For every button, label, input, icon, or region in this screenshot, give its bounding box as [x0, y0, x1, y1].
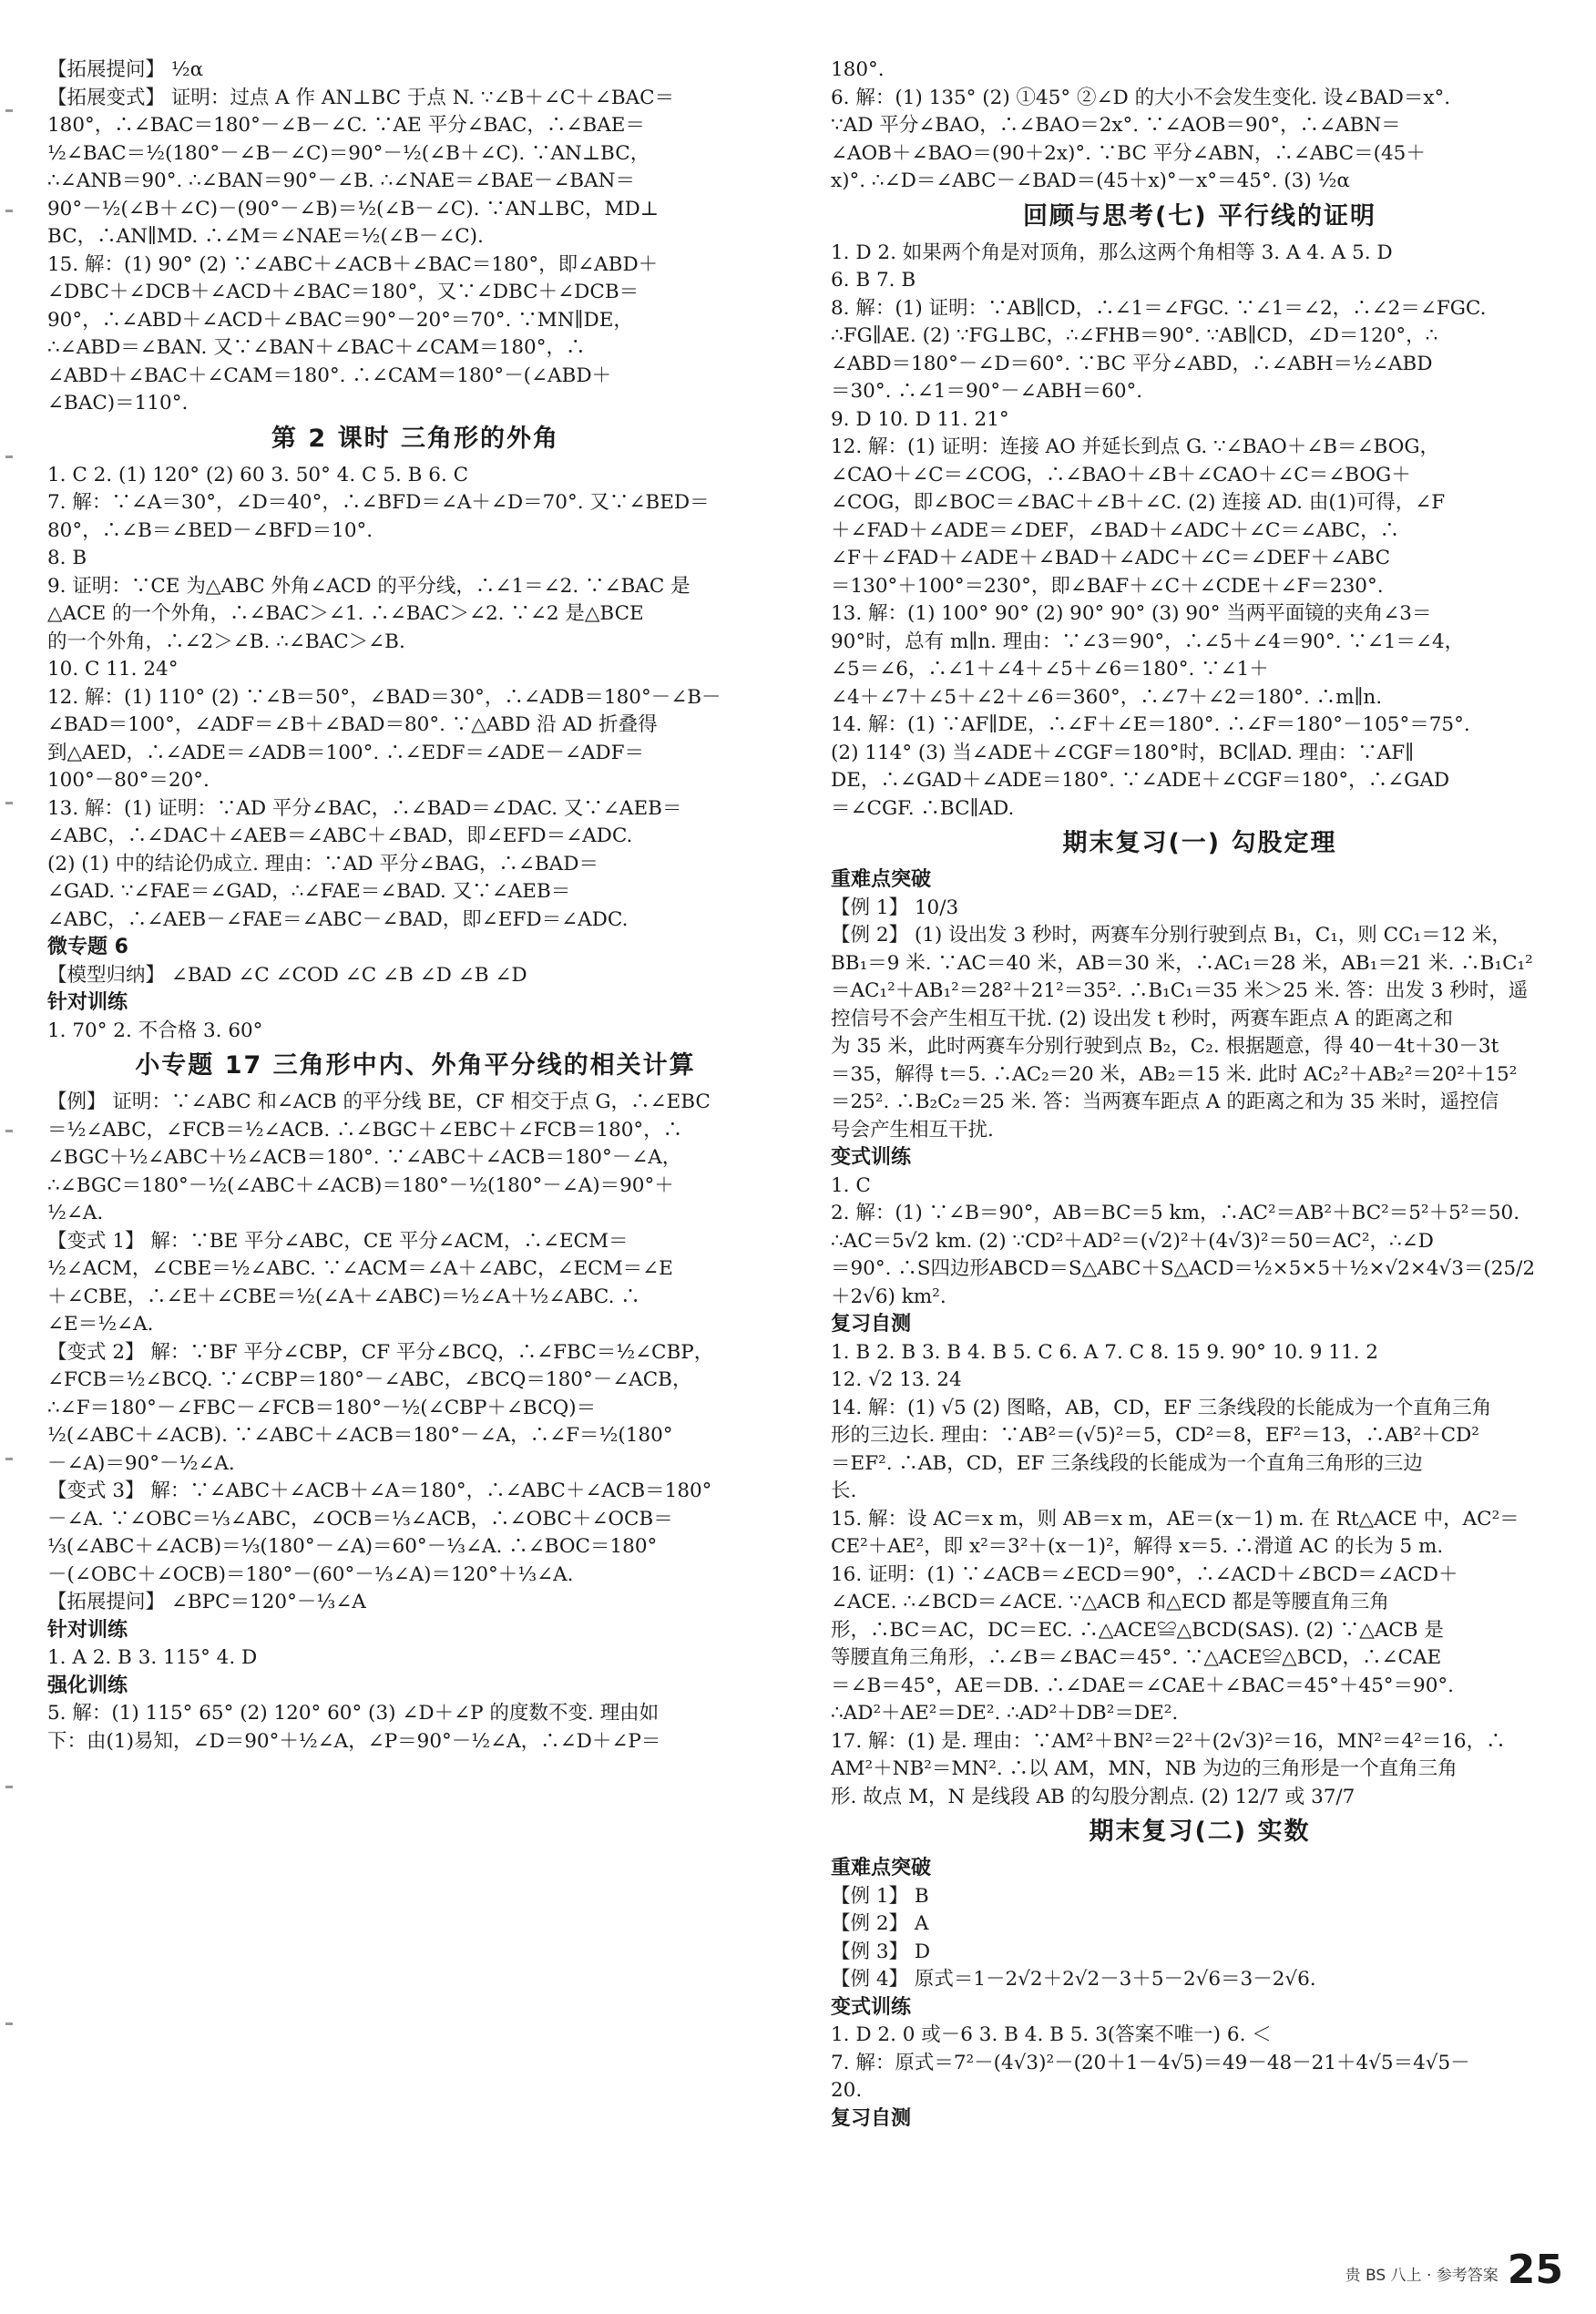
answer-line: BC，∴AN∥MD. ∴∠M＝∠NAE＝½(∠B－∠C). — [47, 225, 484, 248]
answer-line: 形. 故点 M，N 是线段 AB 的勾股分割点. (2) 12/7 或 37/7 — [831, 1785, 1356, 1808]
answer-line: ∠ACE. ∴∠BCD＝∠ACE. ∵△ACB 和△ECD 都是等腰直角三角 — [831, 1591, 1389, 1613]
answer-line: 1. A 2. B 3. 115° 4. D — [47, 1646, 258, 1669]
answer-line: 90°，∴∠ABD＋∠ACD＋∠BAC＝90°－20°＝70°. ∵MN∥DE， — [47, 308, 633, 332]
answer-line: ∴AC＝5√2 km. (2) ∵CD²＋AD²＝(√2)²＋(4√3)²＝50＝AC²，∴∠D — [831, 1229, 1434, 1253]
answer-line: 1. C — [831, 1173, 871, 1197]
answer-line: ＝AC₁²＋AB₁²＝28²＋21²＝35². ∴B₁C₁＝35 米＞25 米. 答：出发 3 秒时，遥 — [831, 979, 1529, 1002]
answer-line: 12. 解：(1) 110° (2) ∵∠B＝50°，∠BAD＝30°，∴∠ADB＝180°－∠B－ — [47, 685, 721, 709]
answer-line: 号会产生相互干扰. — [831, 1118, 994, 1142]
answer-line: 180°. — [831, 58, 885, 81]
answer-line: ＋∠FAD＋∠ADE＝∠DEF，∠BAD＋∠ADC＋∠C＝∠ABC，∴ — [831, 518, 1400, 542]
section-heading: 小专题 17 三角形中内、外角平分线的相关计算 — [135, 1051, 696, 1080]
answer-line: 6. 解：(1) 135° (2) ①45° ②∠D 的大小不会发生变化. 设∠BAD＝x°. — [831, 86, 1451, 109]
answer-line: ∠FCB＝½∠BCQ. ∵∠CBP＝180°－∠ABC，∠BCQ＝180°－∠ACB， — [47, 1368, 692, 1391]
footer-label: 贵 BS 八上 · 参考答案 — [1345, 2267, 1499, 2285]
answer-line: 【例 4】 原式＝1－2√2＋2√2－3＋5－2√6＝3－2√6. — [831, 1968, 1316, 1991]
answer-line: ＝90°. ∴S四边形ABCD＝S△ABC＋S△ACD＝½×5×5＋½×√2×4√3＝(25/2 — [831, 1257, 1536, 1280]
answer-line: 【变式 3】 解：∵∠ABC＋∠ACB＋∠A＝180°，∴∠ABC＋∠ACB＝180° — [47, 1480, 712, 1502]
answer-line: 5. 解：(1) 115° 65° (2) 120° 60° (3) ∠D＋∠P 的度数不变. 理由如 — [47, 1702, 660, 1725]
answer-line: ∴∠F＝180°－∠FBC－∠FCB＝180°－½(∠CBP＋∠BCQ)＝ — [47, 1396, 597, 1419]
answer-line: 控信号不会产生相互干扰. (2) 设出发 t 秒时，两赛车距点 A 的距离之和 — [831, 1007, 1453, 1030]
answer-line: ＝∠CGF. ∴BC∥AD. — [831, 796, 1015, 820]
answer-line: ∠F＋∠FAD＋∠ADE＋∠BAD＋∠ADC＋∠C＝∠DEF＋∠ABC — [831, 547, 1391, 569]
answer-line: DE，∴∠GAD＋∠ADE＝180°. ∵∠ADE＋∠CGF＝180°，∴∠GAD — [831, 769, 1450, 792]
page-footer — [1345, 2247, 1563, 2293]
answer-line: ∠ABC，∴∠DAC＋∠AEB＝∠ABC＋∠BAD，即∠EFD＝∠ADC. — [47, 824, 633, 847]
answer-line: ∠BAC)＝110°. — [47, 392, 189, 415]
answer-line: 长. — [831, 1480, 857, 1502]
answer-line: －(∠OBC＋∠OCB)＝180°－(60°－⅓∠A)＝120°＋⅓∠A. — [47, 1562, 574, 1586]
answer-line: 8. B — [47, 547, 87, 569]
answer-line: 【拓展变式】 证明：过点 A 作 AN⊥BC 于点 N. ∵∠B＋∠C＋∠BAC＝ — [47, 86, 675, 109]
answer-line: －∠A)＝90°－½∠A. — [47, 1451, 235, 1475]
answer-line: 1. B 2. B 3. B 4. B 5. C 6. A 7. C 8. 15 9. 90° 10. 9 11. 2 — [831, 1340, 1378, 1364]
answer-line: 15. 解：(1) 90° (2) ∵∠ABC＋∠ACB＋∠BAC＝180°，即∠ABD＋ — [47, 252, 659, 276]
answer-line: 7. 解：∵∠A＝30°，∠D＝40°，∴∠BFD＝∠A＋∠D＝70°. 又∵∠BED＝ — [47, 491, 710, 514]
answer-line: 【拓展提问】 ∠BPC＝120°－⅓∠A — [47, 1591, 366, 1613]
answer-line: ∠COG，即∠BOC＝∠BAC＋∠B＋∠C. (2) 连接 AD. 由(1)可得，∠F — [831, 491, 1446, 514]
answer-line: ＝130°＋100°＝230°，即∠BAF＋∠C＋∠CDE＋∠F＝230°. — [831, 574, 1384, 598]
answer-line: 180°，∴∠BAC＝180°－∠B－∠C. ∵AE 平分∠BAC，∴∠BAE＝ — [47, 114, 645, 137]
answer-line: ∠AOB＋∠BAO＝(90＋2x)°. ∵BC 平分∠ABN，∴∠ABC＝(45＋ — [831, 141, 1426, 165]
answer-line: ∠BAD＝100°，∠ADF＝∠B＋∠BAD＝80°. ∵△ABD 沿 AD 折叠得 — [47, 713, 658, 736]
answer-line: 1. D 2. 如果两个角是对顶角，那么这两个角相等 3. A 4. A 5. D — [831, 241, 1393, 264]
answer-line: ＋2√6) km². — [831, 1285, 946, 1308]
answer-line: ∠GAD. ∵∠FAE＝∠GAD，∴∠FAE＝∠BAD. 又∵∠AEB＝ — [47, 880, 571, 903]
answer-line: 1. 70° 2. 不合格 3. 60° — [47, 1019, 263, 1042]
answer-line: ∴FG∥AE. (2) ∵FG⊥BC，∴∠FHB＝90°. ∵AB∥CD，∠D＝120°，∴ — [831, 324, 1438, 347]
answer-line: ∠E＝½∠A. — [47, 1313, 154, 1336]
subsection-label: 针对训练 — [47, 991, 128, 1014]
answer-line: ∴AD²＋AE²＝DE². ∴AD²＋DB²＝DE². — [831, 1702, 1179, 1725]
answer-line: 10. C 11. 24° — [47, 658, 179, 681]
answer-line: 形，∴BC＝AC，DC＝EC. ∴△ACE≌△BCD(SAS). (2) ∵△ACB 是 — [831, 1618, 1444, 1642]
answer-line: (2) 114° (3) 当∠ADE＋∠CGF＝180°时，BC∥AD. 理由：∵AF∥ — [831, 741, 1415, 764]
answer-line: ＝25². ∴B₂C₂＝25 米. 答：当两赛车距点 A 的距离之和为 35 米时，遥控信 — [831, 1090, 1499, 1113]
section-heading: 期末复习(一) 勾股定理 — [1062, 829, 1337, 857]
right-column — [831, 56, 1569, 2133]
answer-line: 9. 证明：∵CE 为△ABC 外角∠ACD 的平分线，∴∠1＝∠2. ∵∠BAC 是 — [47, 574, 691, 598]
subsection-label: 强化训练 — [47, 1674, 128, 1697]
binding-edge-marks — [4, 109, 16, 2114]
answer-line: 12. 解：(1) 证明：连接 AO 并延长到点 G. ∵∠BAO＋∠B＝∠BOG， — [831, 435, 1440, 458]
answer-line: 13. 解：(1) 证明：∵AD 平分∠BAC，∴∠BAD＝∠DAC. 又∵∠AEB＝ — [47, 796, 682, 820]
answer-line: △ACE 的一个外角，∴∠BAC＞∠1. ∴∠BAC＞∠2. ∵∠2 是△BCE — [47, 602, 644, 625]
answer-line: 【例 1】 B — [831, 1884, 929, 1908]
answer-line: ∠ABD＋∠BAC＋∠CAM＝180°. ∴∠CAM＝180°－(∠ABD＋ — [47, 363, 612, 387]
answer-line: 下：由(1)易知，∠D＝90°＋½∠A，∠P＝90°－½∠A，∴∠D＋∠P＝ — [47, 1729, 661, 1753]
answer-line: ∠4＋∠7＋∠5＋∠2＋∠6＝360°，∴∠7＋∠2＝180°. ∴m∥n. — [831, 685, 1383, 709]
answer-line: 【变式 1】 解：∵BE 平分∠ABC，CE 平分∠ACM，∴∠ECM＝ — [47, 1229, 629, 1253]
answer-line: ∠DBC＋∠DCB＋∠ACD＋∠BAC＝180°，又∵∠DBC＋∠DCB＝ — [47, 281, 639, 303]
answer-line: －∠A. ∵∠OBC＝⅓∠ABC，∠OCB＝⅓∠ACB，∴∠OBC＋∠OCB＝ — [47, 1507, 673, 1531]
subsection-label: 重难点突破 — [831, 1857, 932, 1879]
answer-line: 90°－½(∠B＋∠C)－(90°－∠B)＝½(∠B－∠C). ∵AN⊥BC，MD⊥ — [47, 197, 659, 220]
answer-line: 【模型归纳】 ∠BAD ∠C ∠COD ∠C ∠B ∠D ∠B ∠D — [47, 963, 527, 987]
answer-line: 【变式 2】 解：∵BF 平分∠CBP，CF 平分∠BCQ，∴∠FBC＝½∠CBP， — [47, 1340, 714, 1364]
answer-line: 6. B 7. B — [831, 269, 916, 292]
section-heading: 期末复习(二) 实数 — [1089, 1817, 1311, 1846]
answer-line: 2. 解：(1) ∵∠B＝90°，AB＝BC＝5 km，∴AC²＝AB²＋BC²＝5²＋5²＝50. — [831, 1202, 1520, 1224]
answer-line: ∴∠BGC＝180°－½(∠ABC＋∠ACB)＝180°－½(180°－∠A)＝90°＋ — [47, 1173, 674, 1197]
answer-line: ∠5＝∠6，∴∠1＋∠4＋∠5＋∠6＝180°. ∵∠1＋ — [831, 658, 1269, 681]
page-number: 25 — [1507, 2247, 1563, 2293]
answer-line: 【例 2】 A — [831, 1912, 929, 1935]
answer-line: 形的三边长. 理由：∵AB²＝(√5)²＝5，CD²＝8，EF²＝13，∴AB²＋CD² — [831, 1424, 1479, 1447]
answer-line: 80°，∴∠B＝∠BED－∠BFD＝10°. — [47, 518, 373, 542]
answer-line: ∴∠ABD＝∠BAN. 又∵∠BAN＋∠BAC＋∠CAM＝180°，∴ — [47, 336, 586, 359]
answer-line: ＝EF². ∴AB，CD，EF 三条线段的长能成为一个直角三角形的三边 — [831, 1451, 1423, 1475]
answer-line: (2) (1) 中的结论仍成立. 理由：∵AD 平分∠BAG，∴∠BAD＝ — [47, 852, 598, 875]
answer-line: ＝35，解得 t＝5. ∴AC₂＝20 米，AB₂＝15 米. 此时 AC₂²＋AB₂²＝20²＋15² — [831, 1062, 1518, 1086]
answer-line: 【例 3】 D — [831, 1940, 931, 1963]
answer-line: 14. 解：(1) ∵AF∥DE，∴∠F＋∠E＝180°. ∴∠F＝180°－105°＝75°. — [831, 713, 1470, 736]
answer-line: ＝∠B＝45°，AE＝DB. ∴∠DAE＝∠CAE＋∠BAC＝45°＋45°＝90°. — [831, 1674, 1454, 1697]
section-heading: 回顾与思考(七) 平行线的证明 — [1022, 201, 1377, 230]
answer-line: 14. 解：(1) √5 (2) 图略，AB，CD，EF 三条线段的长能成为一个直角三角 — [831, 1396, 1492, 1419]
answer-line: ∴∠ANB＝90°. ∴∠BAN＝90°－∠B. ∴∠NAE＝∠BAE－∠BAN＝ — [47, 169, 635, 192]
subsection-label: 复习自测 — [831, 1313, 912, 1336]
answer-line: ＝½∠ABC，∠FCB＝½∠ACB. ∴∠BGC＋∠EBC＋∠FCB＝180°，∴ — [47, 1118, 683, 1142]
subsection-label: 变式训练 — [831, 1995, 912, 2019]
answer-line: CE²＋AE²，即 x²＝3²＋(x－1)²，解得 x＝5. ∴滑道 AC 的长为 5 m. — [831, 1535, 1444, 1558]
answer-line: 13. 解：(1) 100° 90° (2) 90° 90° (3) 90° 当两平面镜的夹角∠3＝ — [831, 602, 1432, 625]
answer-line: ⅓(∠ABC＋∠ACB)＝⅓(180°－∠A)＝60°－⅓∠A. ∴∠BOC＝180° — [47, 1535, 658, 1558]
answer-line: ∵AD 平分∠BAO，∴∠BAO＝2x°. ∵∠AOB＝90°，∴∠ABN＝ — [831, 114, 1401, 137]
answer-line: BB₁＝9 米. ∵AC＝40 米，AB＝30 米，∴AC₁＝28 米，AB₁＝21 米. ∴B₁C₁² — [831, 951, 1533, 975]
answer-line: 为 35 米，此时两赛车分别行驶到点 B₂，C₂. 根据题意，得 40－4t＋30－3t — [831, 1035, 1499, 1058]
left-column — [47, 56, 783, 1756]
answer-line: ∠BGC＋½∠ABC＋½∠ACB＝180°. ∵∠ABC＋∠ACB＝180°－∠A， — [47, 1146, 682, 1169]
answer-line: ＋∠CBE，∴∠E＋∠CBE＝½(∠A＋∠ABC)＝½∠A＋½∠ABC. ∴ — [47, 1285, 640, 1308]
answer-line: 【例】 证明：∵∠ABC 和∠ACB 的平分线 BE，CF 相交于点 G，∴∠EBC — [47, 1090, 711, 1113]
answer-line: 【拓展提问】 ½α — [47, 58, 204, 81]
subsection-label: 复习自测 — [831, 2106, 912, 2130]
answer-line: 1. D 2. 0 或－6 3. B 4. B 5. 3(答案不唯一) 6. ＜ — [831, 2023, 1272, 2046]
answer-line: AM²＋NB²＝MN². ∴以 AM，MN，NB 为边的三角形是一个直角三角 — [831, 1757, 1458, 1780]
subsection-label: 变式训练 — [831, 1146, 912, 1169]
answer-line: 9. D 10. D 11. 21° — [831, 407, 1009, 431]
answer-line: 等腰直角三角形，∴∠B＝∠BAC＝45°. ∵△ACE≌△BCD，∴∠CAE — [831, 1646, 1442, 1669]
answer-line: 16. 证明：(1) ∵∠ACB＝∠ECD＝90°，∴∠ACD＋∠BCD＝∠ACD＋ — [831, 1562, 1458, 1586]
answer-line: ∠CAO＋∠C＝∠COG，∴∠BAO＋∠B＋∠CAO＋∠C＝∠BOG＋ — [831, 463, 1411, 486]
answer-line: ＝30°. ∴∠1＝90°－∠ABH＝60°. — [831, 380, 1143, 403]
answer-line: 100°－80°＝20°. — [47, 769, 210, 792]
answer-line: 8. 解：(1) 证明：∵AB∥CD，∴∠1＝∠FGC. ∵∠1＝∠2，∴∠2＝∠FGC. — [831, 296, 1487, 320]
answer-line: ∠ABC，∴∠AEB－∠FAE＝∠ABC－∠BAD，即∠EFD＝∠ADC. — [47, 907, 629, 931]
answer-line: 【例 2】 (1) 设出发 3 秒时，两赛车分别行驶到点 B₁，C₁，则 CC₁＝12 米， — [831, 924, 1511, 947]
section-heading: 第 2 课时 三角形的外角 — [271, 424, 559, 453]
answer-line: 7. 解：原式＝7²－(4√3)²－(20＋1－4√5)＝49－48－21＋4√5＝4√5－ — [831, 2051, 1470, 2074]
answer-line: ½(∠ABC＋∠ACB). ∵∠ABC＋∠ACB＝180°－∠A，∴∠F＝½(180° — [47, 1424, 673, 1447]
subsection-label: 重难点突破 — [831, 868, 932, 891]
answer-line: ∠ABD＝180°－∠D＝60°. ∵BC 平分∠ABD，∴∠ABH＝½∠ABD — [831, 352, 1433, 375]
answer-line: 90°时，总有 m∥n. 理由：∵∠3＝90°，∴∠5＋∠4＝90°. ∵∠1＝∠4， — [831, 630, 1465, 653]
answer-line: 的一个外角，∴∠2＞∠B. ∴∠BAC＞∠B. — [47, 630, 405, 653]
answer-line: ½∠A. — [47, 1202, 104, 1224]
answer-line: 20. — [831, 2079, 863, 2102]
answer-line: 17. 解：(1) 是. 理由：∵AM²＋BN²＝2²＋(2√3)²＝16，MN²＝4²＝16，∴ — [831, 1729, 1506, 1753]
answer-line: x)°. ∴∠D＝∠ABC－∠BAD＝(45＋x)°－x°＝45°. (3) ½α — [831, 169, 1350, 192]
subsection-label: 微专题 6 — [47, 936, 128, 958]
answer-line: ½∠BAC＝½(180°－∠B－∠C)＝90°－½(∠B＋∠C). ∵AN⊥BC， — [47, 141, 650, 165]
answer-line: ½∠ACM，∠CBE＝½∠ABC. ∵∠ACM＝∠A＋∠ABC，∠ECM＝∠E — [47, 1257, 673, 1280]
answer-line: 到△AED，∴∠ADE＝∠ADB＝100°. ∴∠EDF＝∠ADE－∠ADF＝ — [47, 741, 645, 764]
answer-line: 12. √2 13. 24 — [831, 1368, 962, 1391]
answer-line: 【例 1】 10/3 — [831, 896, 959, 919]
subsection-label: 针对训练 — [47, 1618, 128, 1642]
answer-line: 15. 解：设 AC＝x m，则 AB＝x m，AE＝(x－1) m. 在 Rt△ACE 中，AC²＝ — [831, 1507, 1519, 1531]
answer-line: 1. C 2. (1) 120° (2) 60 3. 50° 4. C 5. B 6. C — [47, 463, 469, 486]
